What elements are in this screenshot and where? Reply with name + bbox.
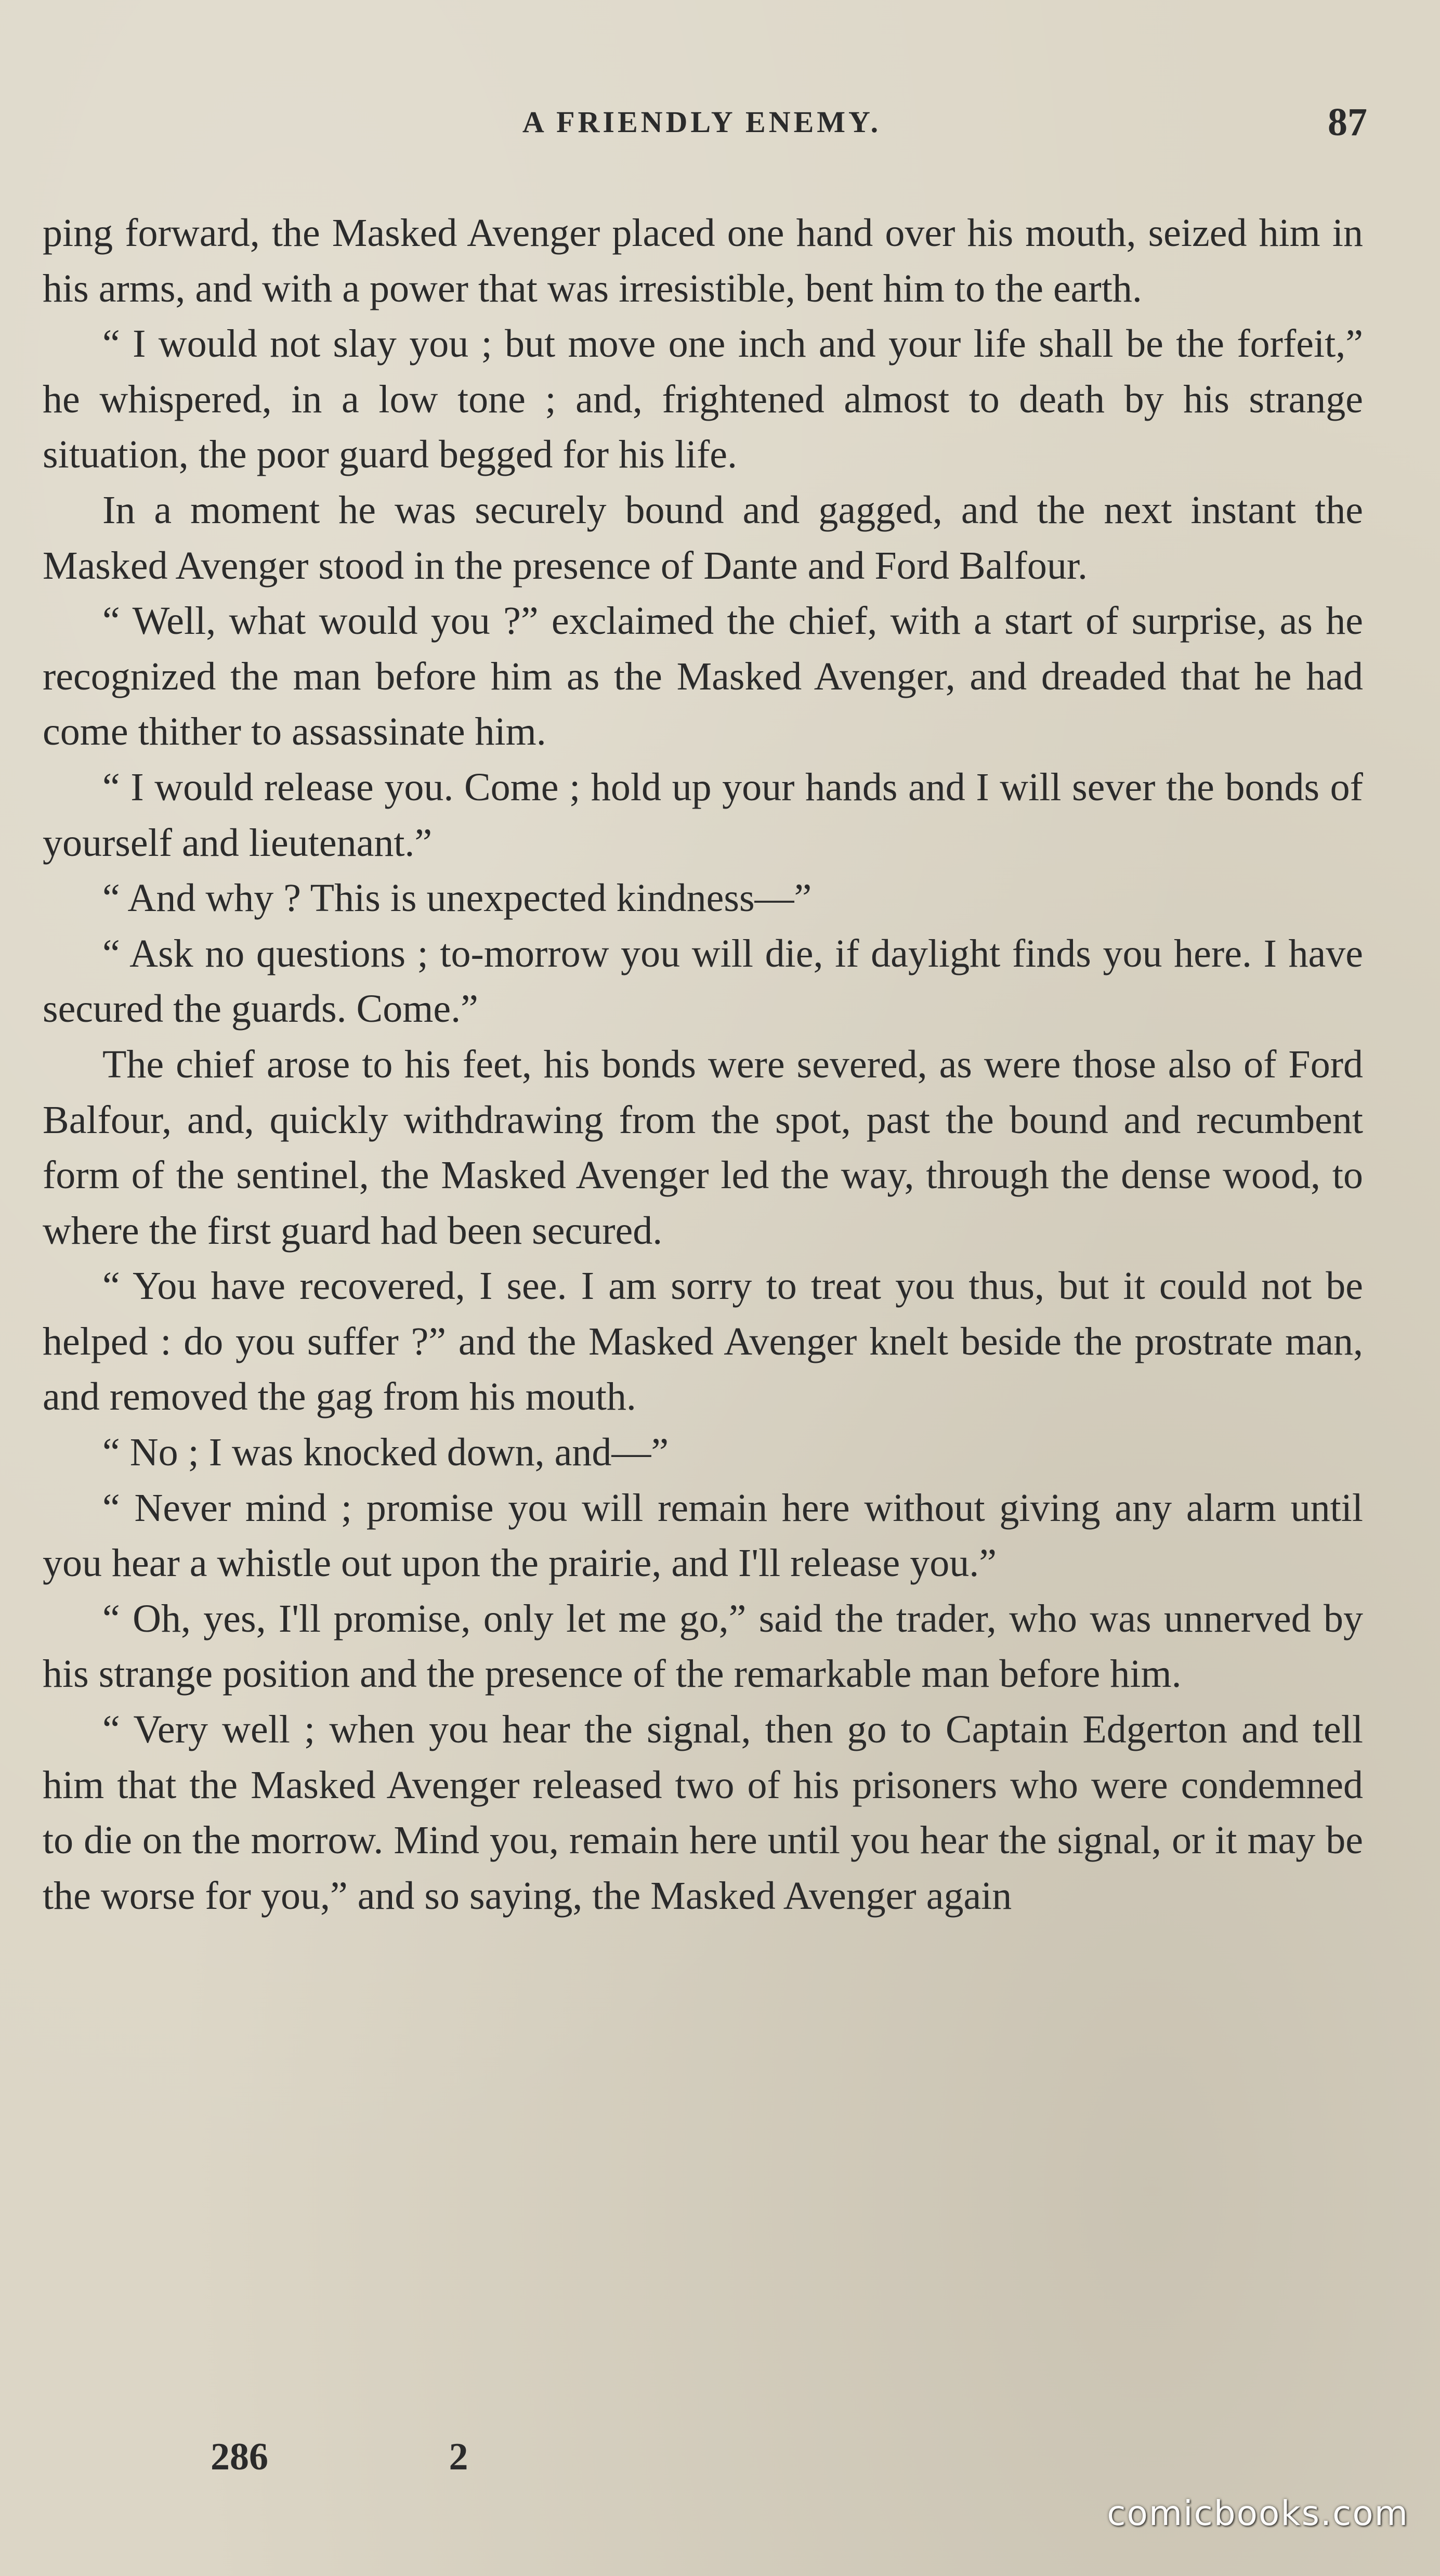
paragraph: ping forward, the Masked Avenger placed one hand over his mouth, seized him in his arms, and with a power that was irresistible, bent him to the earth. xyxy=(43,211,1363,310)
running-head: A FRIENDLY ENEMY. xyxy=(522,105,882,139)
body-text xyxy=(43,205,1363,1923)
paragraph: The chief arose to his feet, his bonds were severed, as were those also of Ford Balfour, and, quickly withdrawing from the spot, past the bound and recumbent form of the sentinel, the Masked Avenger led the way, through the dense wood, to where the first guard had been secured. xyxy=(43,1042,1363,1253)
paragraph: “ I would not slay you ; but move one inch and your life shall be the forfeit,” he whispered, in a low tone ; and, frightened almost to death by his strange situation, the poor guard begged for his life. xyxy=(43,322,1363,477)
paragraph: “ No ; I was knocked down, and—” xyxy=(102,1430,669,1475)
signature-mark: 2 xyxy=(449,2436,468,2478)
paragraph: “ You have recovered, I see. I am sorry to treat you thus, but it could not be helped : do you suffer ?” and the Masked Avenger knelt beside the prostrate man, and removed the gag from his mouth. xyxy=(43,1264,1363,1419)
paragraph: “ Never mind ; promise you will remain here without giving any alarm until you hear a whistle out upon the prairie, and I'll release you.” xyxy=(43,1486,1363,1585)
paragraph: “ Oh, yes, I'll promise, only let me go,” said the trader, who was unnerved by his strange position and the presence of the remarkable man before him. xyxy=(43,1596,1363,1696)
signature-number: 286 xyxy=(211,2436,268,2478)
page-number: 87 xyxy=(1328,100,1367,144)
watermark: comicbooks.com xyxy=(1107,2493,1409,2533)
paragraph: In a moment he was securely bound and gagged, and the next instant the Masked Avenger stood in the presence of Dante and Ford Balfour. xyxy=(43,488,1363,588)
paragraph: “ I would release you. Come ; hold up your hands and I will sever the bonds of yourself and lieutenant.” xyxy=(43,765,1363,865)
paragraph: “ Ask no questions ; to-morrow you will die, if daylight finds you here. I have secured the guards. Come.” xyxy=(43,931,1363,1031)
paragraph: “ And why ? This is unexpected kindness—” xyxy=(102,876,812,920)
page-footer xyxy=(211,2431,468,2483)
paragraph: “ Well, what would you ?” exclaimed the chief, with a start of surprise, as he recognized the man before him as the Masked Avenger, and dreaded that he had come thither to assassinate him. xyxy=(43,599,1363,754)
paragraph: “ Very well ; when you hear the signal, then go to Captain Edgerton and tell him that the Masked Avenger released two of his prisoners who were condemned to die on the morrow. Mind you, remain here until you hear the signal, or it may be the worse for you,” and so saying, the Masked Avenger again xyxy=(43,1708,1363,1918)
page-header xyxy=(42,96,1367,148)
